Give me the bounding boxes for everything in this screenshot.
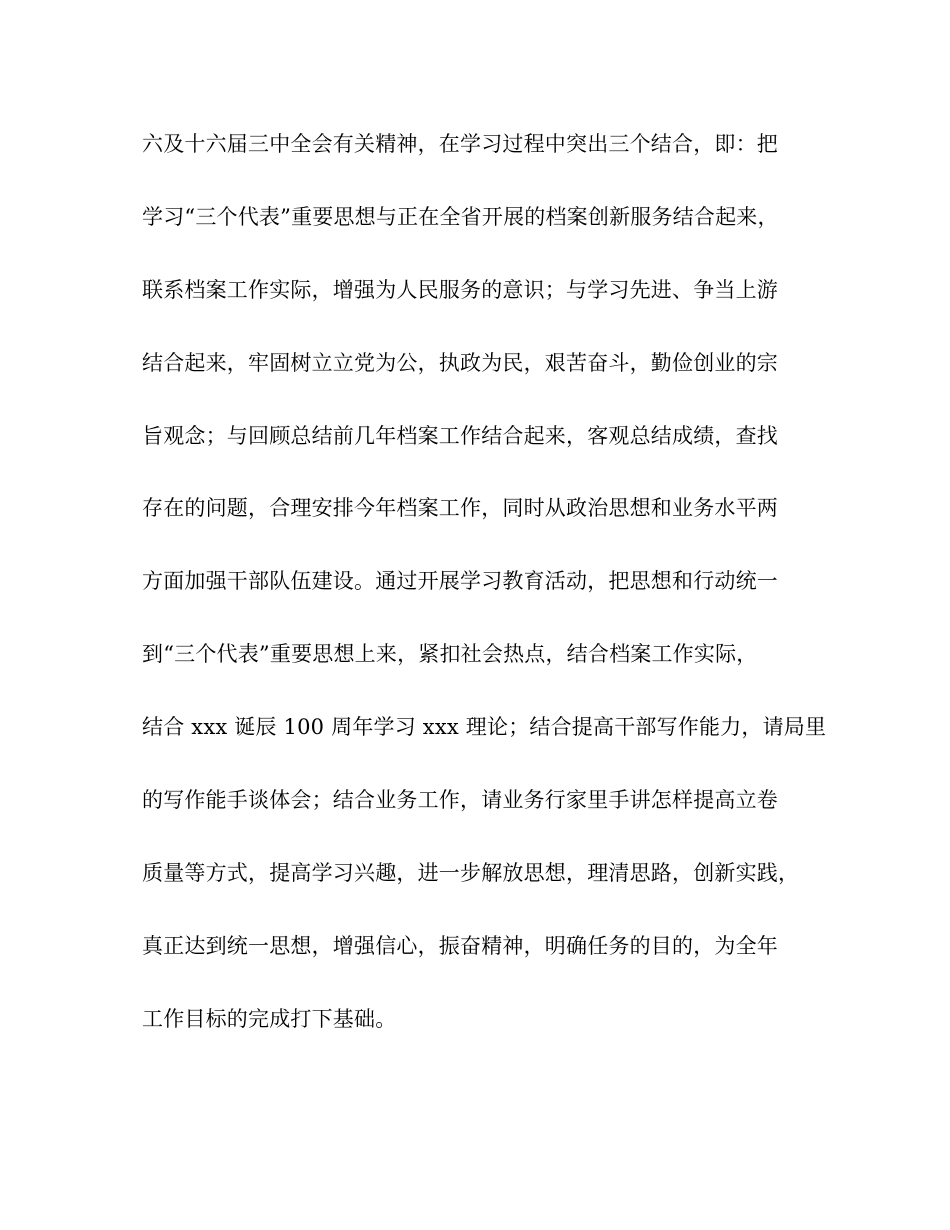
paragraph-line-4: 结合起来，牢固树立立党为公，执政为民，艰苦奋斗，勤俭创业的宗 — [142, 350, 778, 375]
paragraph-line-9: 结合 xxx 诞辰 100 周年学习 xxx 理论；结合提高干部写作能力，请局里 — [142, 715, 827, 740]
paragraph-line-12: 真正达到统一思想，增强信心，振奋精神，明确任务的目的，为全年 — [142, 933, 778, 958]
body-paragraph — [142, 126, 827, 1074]
paragraph-line-2: 学习“三个代表”重要思想与正在全省开展的档案创新服务结合起来， — [142, 204, 779, 229]
paragraph-line-6: 存在的问题，合理安排今年档案工作，同时从政治思想和业务水平两 — [142, 496, 778, 521]
paragraph-line-13: 工作目标的完成打下基础。 — [142, 1006, 397, 1031]
paragraph-line-1: 六及十六届三中全会有关精神，在学习过程中突出三个结合，即：把 — [142, 132, 778, 156]
paragraph-line-3: 联系档案工作实际，增强为人民服务的意识；与学习先进、争当上游 — [142, 277, 778, 302]
paragraph-line-7: 方面加强干部队伍建设。通过开展学习教育活动，把思想和行动统一 — [142, 569, 778, 594]
paragraph-line-5: 旨观念；与回顾总结前几年档案工作结合起来，客观总结成绩，查找 — [142, 423, 778, 448]
paragraph-line-8: 到“三个代表”重要思想上来，紧扣社会热点，结合档案工作实际， — [142, 642, 758, 667]
paragraph-line-11: 质量等方式，提高学习兴趣，进一步解放思想，理清思路，创新实践， — [142, 860, 800, 885]
paragraph-line-10: 的写作能手谈体会；结合业务工作，请业务行家里手讲怎样提高立卷 — [142, 788, 778, 813]
